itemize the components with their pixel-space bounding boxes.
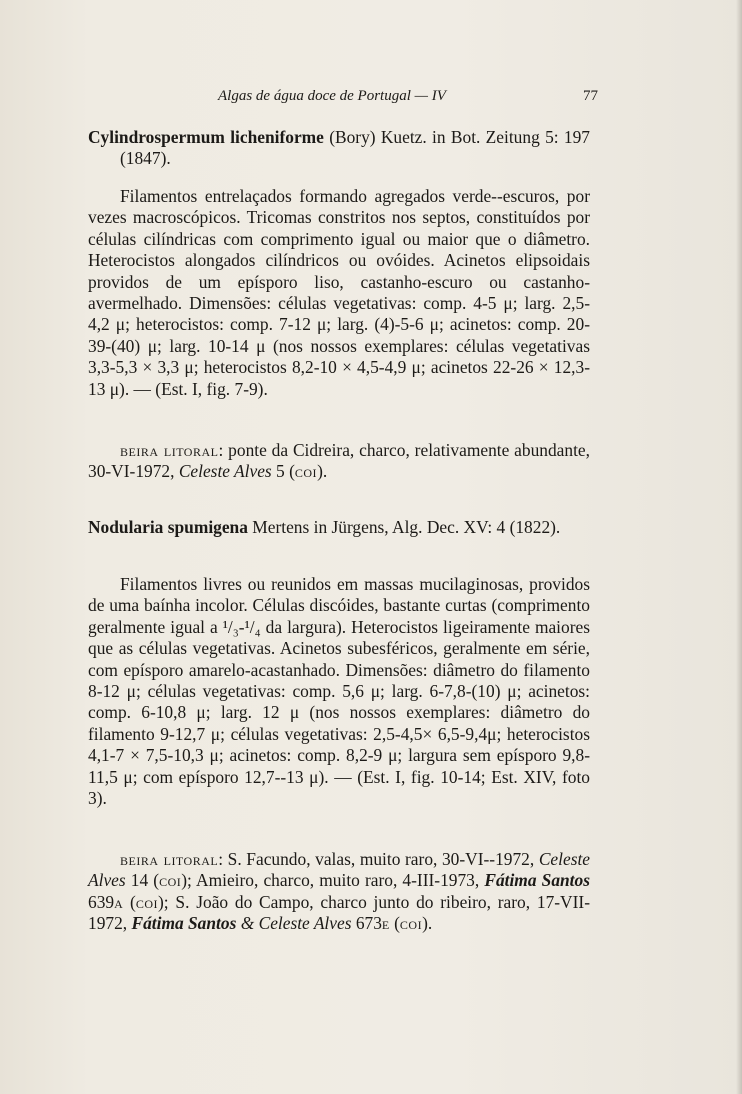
species-heading-cylindrospermum [88,127,590,170]
herbarium-code: coi [135,891,159,912]
specimen-suffix: a [114,891,124,912]
locality-separator: : [218,440,229,460]
locality-text: ( [123,891,136,912]
species-description: Filamentos livres ou reunidos em massas mucilaginosas, providos de uma baínha incolor. Células discóides, bastante curtas (comprimento geralmente igual a ¹/₃-¹/₄ da largura). Heterocistos ligeiramente maiores que as células vegetativas. Acinetos subesféricos, geralmente em série, com epísporo amarelo-acastanhado. Dimensões: diâmetro do filamento 8-12 μ; células vegetativas: comp. 5,6 μ; larg. 6-7,8-(10) μ; acinetos: comp. 6-10,8 μ; larg. 12 μ (nos nossos exemplares: diâmetro do filamento 9-12,7 μ; células vegetativas: 2,5-4,5× 6,5-9,4μ; heterocistos 4,1-7 × 7,5-10,3 μ; acinetos: comp. 8,2-9 μ; largura sem epísporo 9,8-11,5 μ; com epísporo 12,7--13 μ). — (Est. I, fig. 10-14; Est. XIV, foto 3). [88,574,591,809]
locality-text: 14 ( [125,870,160,891]
page-number: 77 [583,88,598,104]
locality-region: beira litoral [120,849,219,869]
specimen-number: 639 [88,891,115,912]
species-name: Nodularia spumigena [88,517,248,537]
collector-name: Fátima Santos [131,913,237,934]
herbarium-code: coi [159,870,182,891]
locality-text: ). [317,461,328,482]
locality-text: 5 ( [271,461,295,482]
species-heading-nodularia [88,517,590,538]
locality-record [88,440,590,483]
locality-text: S. Facundo, valas, muito raro, 30-VI--1972, [227,849,539,869]
collector-name: Celeste Alves [178,461,272,482]
locality-text: ); S. João do Campo, charco junto do ribeiro, raro, 17-VII-1972, [88,891,590,934]
running-title: Algas de água doce de Portugal — IV [218,88,446,104]
locality-region: beira litoral [120,440,219,460]
species-name: Cylindrospermum licheniforme [88,127,324,147]
collector-name: Celeste Alves [88,849,591,891]
locality-separator: : [218,849,228,869]
species-description: Filamentos entrelaçados formando agregados verde--escuros, por vezes macroscópicos. Tricomas constritos nos septos, constituídos por células cilíndricas com comprimento igual ou maior que o diâmetro. Heterocistos alongados cilíndricos ou ovóides. Acinetos elipsoidais providos de um epísporo liso, castanho-escuro ou castanho-avermelhado. Dimensões: células vegetativas: comp. 4-5 μ; larg. 2,5-4,2 μ; heterocistos: comp. 7-12 μ; larg. (4)-5-6 μ; acinetos: comp. 20-39-(40) μ; larg. 10-14 μ (nos nossos exemplares: células vegetativas 3,3-5,3 × 3,3 μ; heterocistos 8,2-10 × 4,5-4,9 μ; acinetos 22-26 × 12,3-13 μ). — (Est. I, fig. 7-9). [88,186,590,399]
locality-text: ); Amieiro, charco, muito raro, 4-III-1973, [181,870,485,891]
specimen-number: 673 [351,913,382,934]
specimen-suffix: e [381,913,390,934]
species-authority: (Bory) Kuetz. in Bot. Zeitung 5: 197 (1847). [120,127,591,169]
page-edge-shadow [736,0,742,1094]
species-authority: Mertens in Jürgens, Alg. Dec. XV: 4 (1822). [247,517,561,537]
locality-text: ( [389,913,400,934]
collector-name: Fátima Santos [484,870,590,891]
herbarium-code: coi [399,913,423,934]
collector-name: & Celeste Alves [240,913,352,934]
herbarium-code: coi [294,461,318,482]
locality-text: ponte da Cidreira, charco, relativamente abundante, 30-VI-1972, [88,440,590,482]
locality-record [88,849,590,935]
locality-text: ). [422,913,433,934]
